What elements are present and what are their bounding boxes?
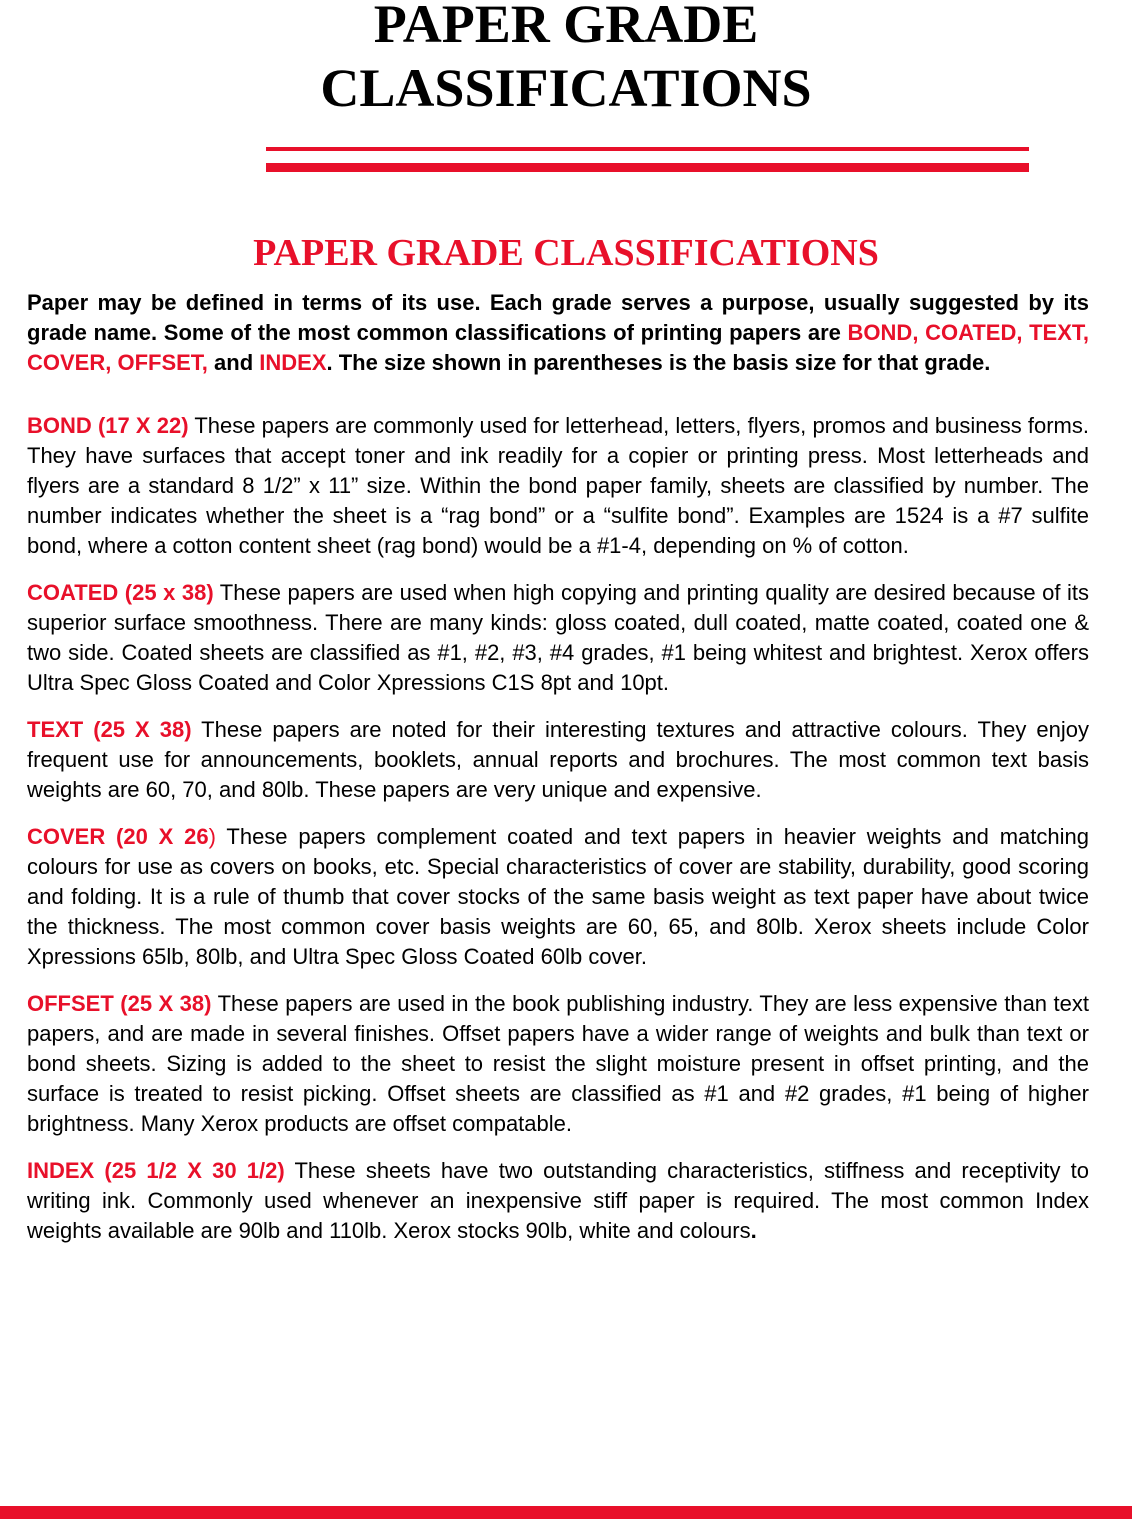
index-heading: INDEX (25 1/2 X 30 1/2): [27, 1158, 285, 1183]
index-body: These sheets have two outstanding characteristics, stiffness and receptivity to writing ink. Commonly used whenever an inexpensive stiff paper is required. The most common Index weights available are 90lb and 110lb. Xerox stocks 90lb, white and colours: [27, 1158, 1090, 1243]
cover-heading-tail: ): [208, 824, 216, 849]
title-rule-thin: [266, 147, 1029, 151]
bond-heading: BOND (17 X 22): [27, 413, 189, 438]
offset-body: These papers are used in the book publishing industry. They are less expensive than text papers, and are made in several finishes. Offset papers have a wider range of weights and bulk than text or bond sheets. Sizing is added to the sheet to resist the slight moisture present in offset printing, and the surface is treated to resist picking. Offset sheets are classified as #1 and #2 grades, #1 being of higher brightness. Many Xerox products are offset compatable.: [27, 991, 1089, 1136]
coated-heading: COATED (25 x 38): [27, 580, 214, 605]
coated-paragraph: [27, 578, 1089, 698]
intro-and: and: [207, 350, 260, 375]
coated-body: These papers are used when high copying and printing quality are desired because of its superior surface smoothness. There are many kinds: gloss coated, dull coated, matte coated, coated one & two side. Coated sheets are classified as #1, #2, #3, #4 grades, #1 being whitest and brightest. Xerox offers Ultra Spec Gloss Coated and Color Xpressions C1S 8pt and 10pt.: [27, 580, 1090, 695]
cover-body: These papers complement coated and text papers in heavier weights and matching colours for use as covers on books, etc. Special characteristics of cover are stability, durability, good scoring and folding. It is a rule of thumb that cover stocks of the same basis weight as text paper have about twice the thickness. The most common cover basis weights are 60, 65, and 80lb. Xerox sheets include Color Xpressions 65lb, 80lb, and Ultra Spec Gloss Coated 60lb cover.: [27, 824, 1089, 969]
footer-rule: [0, 1506, 1132, 1519]
text-body: These papers are noted for their interesting textures and attractive colours. They enjoy frequent use for announcements, booklets, annual reports and brochures. The most common text basis weights are 60, 70, and 80lb. These papers are very unique and expensive.: [27, 717, 1089, 802]
text-heading: TEXT (25 X 38): [27, 717, 192, 742]
intro-index-grade: INDEX: [259, 350, 327, 375]
page-title-line-1: PAPER GRADE: [373, 0, 759, 54]
bond-body: These papers are commonly used for letterhead, letters, flyers, promos and business forms. They have surfaces that accept toner and ink readily for a copier or printing press. Most letterheads and flyers are a standard 8 1/2” x 11” size. Within the bond paper family, sheets are classified by number. The number indicates whether the sheet is a “rag bond” or a “sulfite bond”. Examples are 1524 is a #7 sulfite bond, where a cotton content sheet (rag bond) would be a #1-4, depending on % of cotton.: [27, 413, 1089, 558]
title-rule-thick: [266, 163, 1029, 172]
index-paragraph: [27, 1156, 1089, 1246]
text-paragraph: [27, 715, 1089, 805]
cover-heading: COVER (20 X 26: [27, 824, 209, 849]
section-title: PAPER GRADE CLASSIFICATIONS: [253, 232, 879, 274]
offset-heading: OFFSET (25 X 38): [27, 991, 212, 1016]
cover-paragraph: [27, 822, 1089, 972]
index-body-end: .: [750, 1218, 757, 1243]
intro-grades-list: BOND, COATED, TEXT, COVER, OFFSET,: [27, 320, 1089, 375]
page-title-line-2: CLASSIFICATIONS: [320, 58, 812, 118]
bond-paragraph: [27, 411, 1089, 561]
intro-text-end: . The size shown in parentheses is the basis size for that grade.: [326, 350, 991, 375]
offset-paragraph: [27, 989, 1089, 1139]
document-body: [27, 288, 1089, 1246]
page-title: [0, 0, 1132, 120]
intro-text: Paper may be defined in terms of its use. Each grade serves a purpose, usually suggested by its grade name. Some of the most common classifications of printing papers are: [27, 290, 1089, 345]
intro-paragraph: [27, 288, 1089, 378]
